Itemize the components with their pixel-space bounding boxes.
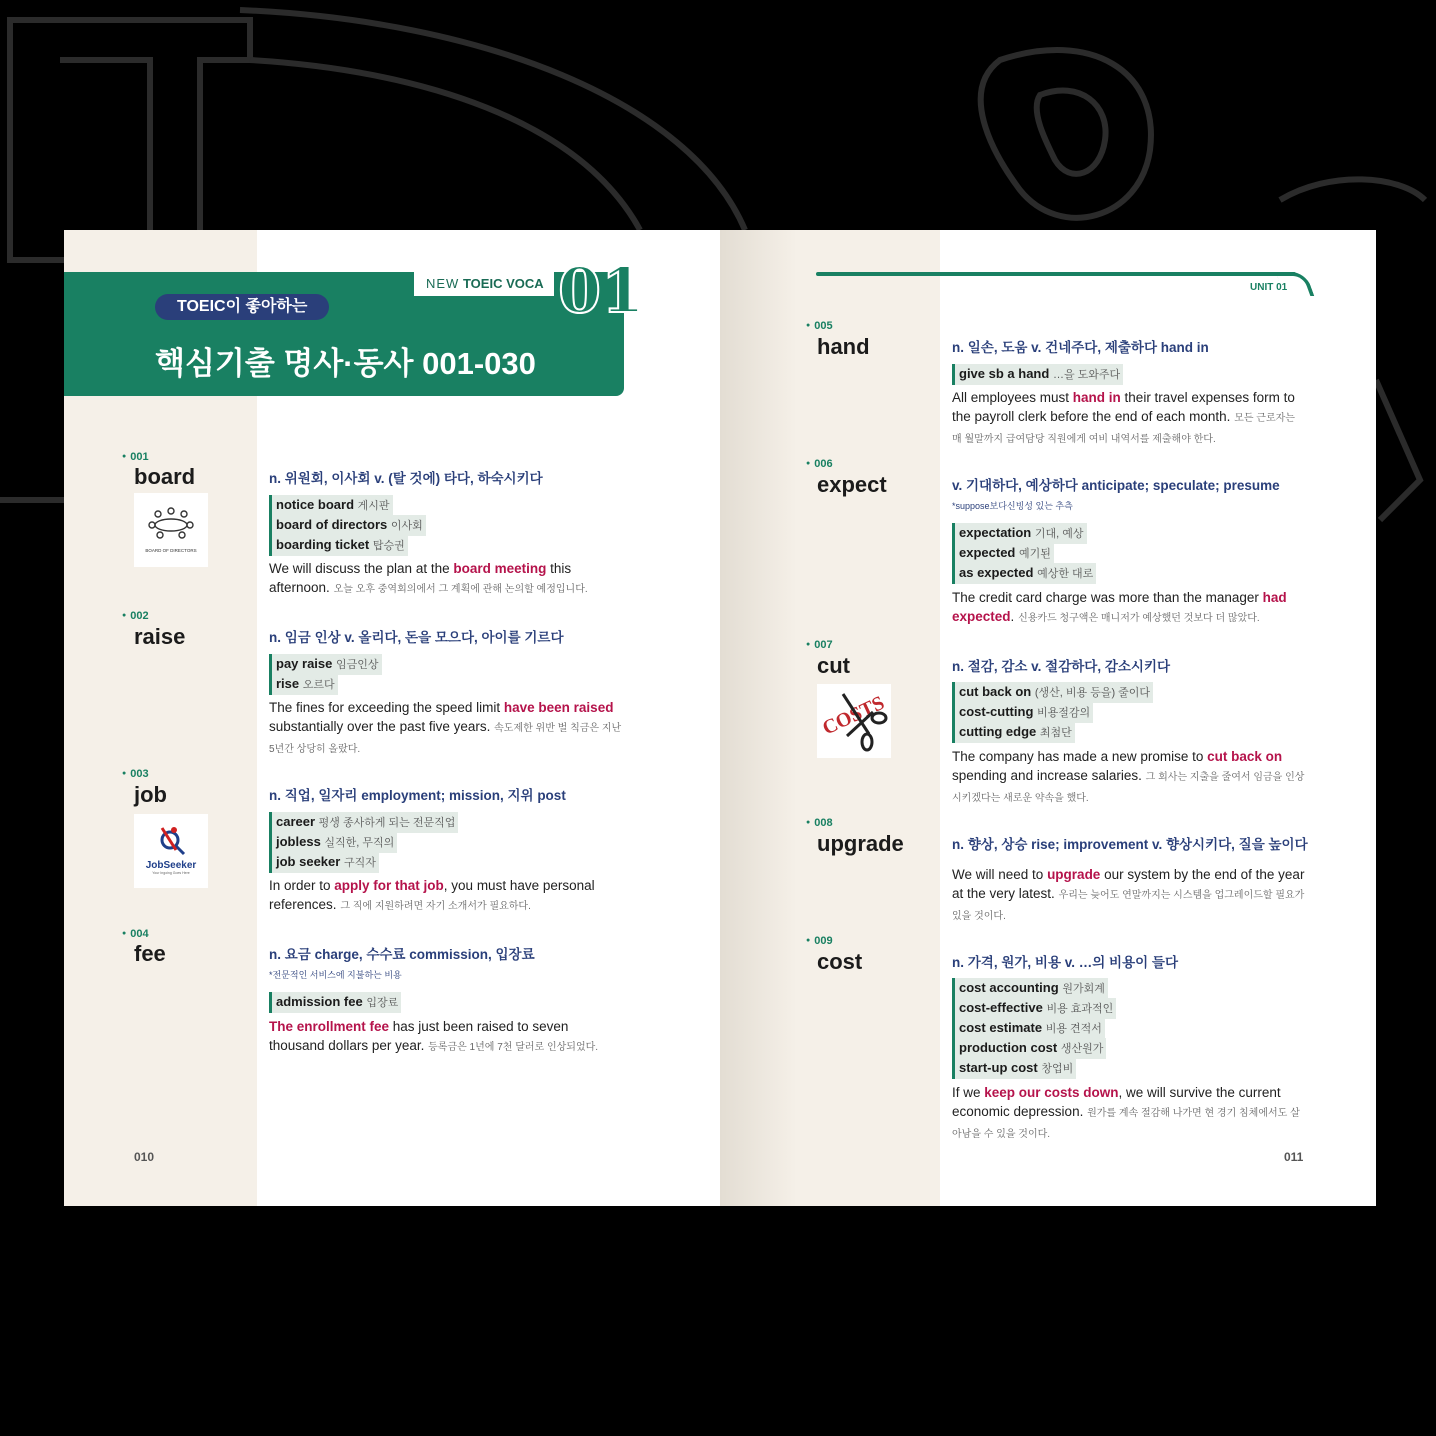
definition: n. 향상, 상승 rise; improvement v. 향상시키다, 질을 높이다 xyxy=(952,837,1308,852)
collocation-item: career 평생 종사하게 되는 전문직업 xyxy=(269,812,458,832)
collocation-item: pay raise 임금인상 xyxy=(269,654,382,674)
example-sentence: We will need to upgrade our system by the end of the year at the very latest. 우리는 늦어도 연말까지는 시스템을 업그레이드할 필요가 있을 것이다. xyxy=(952,867,1305,922)
entry-number: ● 009 xyxy=(806,935,833,947)
headword: board xyxy=(134,464,196,489)
example-sentence: The enrollment fee has just been raised to seven thousand dollars per year. 등록금은 1년에 7천 달러로 인상되었다. xyxy=(269,1019,599,1053)
definition: v. 기대하다, 예상하다 anticipate; speculate; presume xyxy=(952,478,1280,493)
collocation-item: cost accounting 원가회계 xyxy=(952,978,1116,998)
right-page xyxy=(720,230,1376,1206)
headword: raise xyxy=(134,624,186,649)
collocation-list xyxy=(952,978,1116,1078)
entry-number: ● 001 xyxy=(122,451,149,463)
board-thumbnail xyxy=(134,493,208,567)
unit-number: 01 xyxy=(558,254,645,327)
collocation-item: notice board 게시판 xyxy=(269,495,426,515)
collocation-list xyxy=(269,992,401,1012)
definition: n. 임금 인상 v. 올리다, 돈을 모으다, 아이를 기르다 xyxy=(269,630,564,645)
definition: n. 위원회, 이사회 v. (탈 것에) 타다, 하숙시키다 xyxy=(269,471,543,486)
entry-number: ● 006 xyxy=(806,458,833,470)
collocation-item: cutting edge 최첨단 xyxy=(952,722,1153,742)
collocation-item: job seeker 구직자 xyxy=(269,852,458,872)
collocation-item: give sb a hand …을 도와주다 xyxy=(952,364,1123,384)
definition: n. 직업, 일자리 employment; mission, 지위 post xyxy=(269,788,566,803)
unit-label: UNIT 01 xyxy=(1250,282,1288,293)
definition: n. 일손, 도움 v. 건네주다, 제출하다 hand in xyxy=(952,340,1209,355)
example-sentence: The credit card charge was more than the manager had expected. 신용카드 청구액은 매니저가 예상했던 것보다 더 많았다. xyxy=(952,590,1287,624)
series-label xyxy=(426,276,544,291)
collocation-item: cost-effective 비용 효과적인 xyxy=(952,998,1116,1018)
collocation-item: board of directors 이사회 xyxy=(269,515,426,535)
collocation-list xyxy=(269,495,426,555)
unit-header-line xyxy=(816,272,1296,276)
headword: expect xyxy=(817,472,887,497)
example-sentence: The company has made a new promise to cut back on spending and increase salaries. 그 회사는 지출을 줄여서 임금을 인상시키겠다는 새로운 약속을 했다. xyxy=(952,749,1305,804)
page-number: 010 xyxy=(134,1150,155,1164)
thumb-caption: BOARD OF DIRECTORS xyxy=(145,548,197,553)
entry-number: ● 005 xyxy=(806,320,833,332)
meeting-table-icon xyxy=(136,495,206,565)
collocation-list xyxy=(269,654,382,694)
collocation-item: start-up cost 창업비 xyxy=(952,1058,1116,1078)
thumb-subcaption: Your Ingoing Goes Here xyxy=(152,871,190,875)
collocation-item: rise 오르다 xyxy=(269,674,382,694)
collocation-item: expectation 기대, 예상 xyxy=(952,523,1096,543)
example-sentence: All employees must hand in their travel expenses form to the payroll clerk before the end of each month. 모든 근로자는 매 월말까지 급여담당 직원에게 여비 내역서를 제출해야 한다. xyxy=(952,390,1295,445)
collocation-item: production cost 생산원가 xyxy=(952,1038,1116,1058)
cut-thumbnail xyxy=(817,684,891,758)
job-thumbnail xyxy=(134,814,208,888)
entry-number: ● 004 xyxy=(122,928,149,940)
collocation-list xyxy=(952,523,1096,583)
thumb-caption: COSTS xyxy=(819,691,888,740)
headword: job xyxy=(134,782,167,807)
thumb-caption: JobSeeker xyxy=(145,860,197,871)
chapter-pill: TOEIC이 좋아하는 xyxy=(155,294,329,320)
job-seeker-logo-icon xyxy=(136,816,206,886)
definition: n. 절감, 감소 v. 절감하다, 감소시키다 xyxy=(952,659,1171,674)
collocation-item: cost-cutting 비용절감의 xyxy=(952,702,1153,722)
collocation-item: as expected 예상한 대로 xyxy=(952,563,1096,583)
entry-number: ● 003 xyxy=(122,768,149,780)
chapter-title: 핵심기출 명사·동사 001-030 xyxy=(155,346,536,381)
headword: hand xyxy=(817,334,870,359)
scissors-cutting-costs-icon xyxy=(817,684,891,758)
collocation-item: expected 예기된 xyxy=(952,543,1096,563)
example-sentence: In order to apply for that job, you must have personal references. 그 직에 지원하려면 자기 소개서가 필요하다. xyxy=(269,878,595,912)
example-sentence: We will discuss the plan at the board meeting this afternoon. 오늘 오후 중역회의에서 그 계획에 관해 논의할 예정입니다. xyxy=(269,561,588,595)
definition-note: *전문적인 서비스에 지불하는 비용 xyxy=(269,970,402,980)
series-new: NEW xyxy=(426,276,460,291)
entry-number: ● 008 xyxy=(806,817,833,829)
definition: n. 요금 charge, 수수료 commission, 입장료 xyxy=(269,947,535,962)
example-sentence: The fines for exceeding the speed limit have been raised substantially over the past five years. 속도제한 위반 벌 칙금은 지난 5년간 상당히 올랐다. xyxy=(269,700,622,755)
headword: cost xyxy=(817,949,863,974)
definition: n. 가격, 원가, 비용 v. …의 비용이 들다 xyxy=(952,955,1179,970)
headword: fee xyxy=(134,941,166,966)
collocation-item: jobless 실직한, 무직의 xyxy=(269,832,458,852)
collocation-list xyxy=(952,682,1153,742)
collocation-list xyxy=(952,364,1123,384)
left-page xyxy=(64,230,720,1206)
example-sentence: If we keep our costs down, we will survive the current economic depression. 원가를 계속 절감해 나가면 현 경기 침체에서도 살아남을 수 있을 것이다. xyxy=(952,1085,1300,1140)
entry-number: ● 007 xyxy=(806,639,833,651)
page-number: 011 xyxy=(1284,1150,1304,1164)
series-name: TOEIC VOCA xyxy=(462,276,544,291)
collocation-list xyxy=(269,812,458,872)
headword: upgrade xyxy=(817,831,904,856)
entry-number: ● 002 xyxy=(122,610,149,622)
definition-note: *suppose보다신빙성 있는 추측 xyxy=(952,501,1073,511)
headword: cut xyxy=(817,653,850,678)
collocation-item: cost estimate 비용 견적서 xyxy=(952,1018,1116,1038)
collocation-item: boarding ticket 탑승권 xyxy=(269,535,426,555)
collocation-item: admission fee 입장료 xyxy=(269,992,401,1012)
collocation-item: cut back on (생산, 비용 등을) 줄이다 xyxy=(952,682,1153,702)
